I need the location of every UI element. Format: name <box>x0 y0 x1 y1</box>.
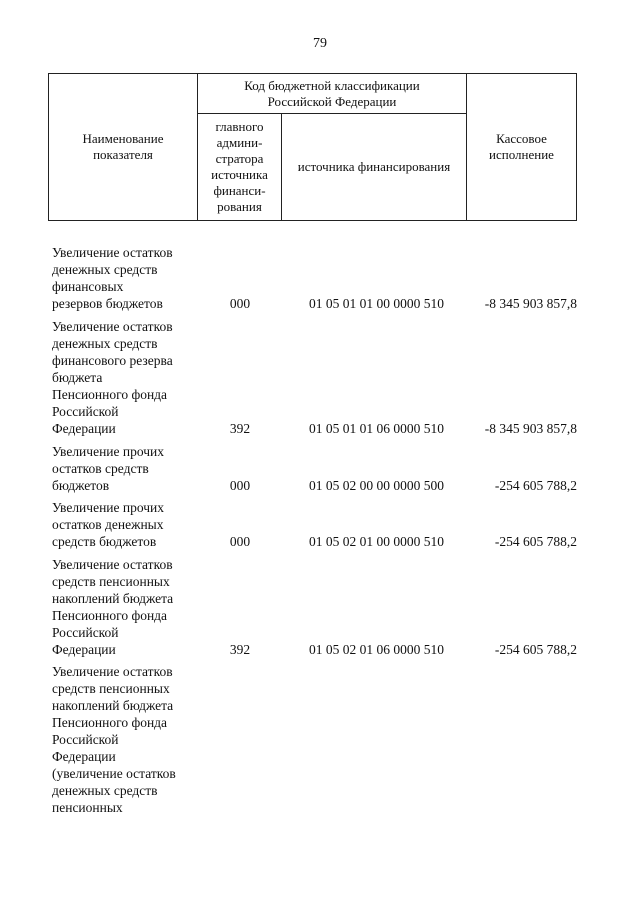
row-name-line: Российской <box>52 404 119 419</box>
row-amount: -254 605 788,2 <box>494 478 577 493</box>
row-name-line: Российской <box>52 625 119 640</box>
row-name-line: финансового резерва <box>52 353 173 368</box>
row-name-line: Увеличение остатков <box>52 664 173 679</box>
row-source-code: 01 05 01 01 06 0000 510 <box>309 421 444 436</box>
header-source-column <box>282 114 466 220</box>
header-text-line: главного <box>215 119 264 134</box>
row-admin-code: 000 <box>229 478 251 493</box>
row-name-line: (увеличение остатков <box>52 766 176 781</box>
row-source-code: 01 05 01 01 00 0000 510 <box>309 296 444 311</box>
row-name <box>52 443 202 494</box>
row-name-line: Увеличение остатков <box>52 557 173 572</box>
row-name-line: денежных средств <box>52 783 158 798</box>
row-source-code: 01 05 02 01 06 0000 510 <box>309 642 444 657</box>
header-text-line: источника <box>211 167 268 182</box>
row-name-line: средств пенсионных <box>52 681 170 696</box>
row-name-line: денежных средств <box>52 262 158 277</box>
header-text-line: Кассовое <box>496 131 547 146</box>
row-name-line: Пенсионного фонда <box>52 608 168 623</box>
header-text-line: Код бюджетной классификации <box>244 77 420 93</box>
row-name-line: Увеличение остатков <box>52 319 173 334</box>
header-text-line: стратора <box>215 151 264 166</box>
header-amount-column <box>467 74 576 220</box>
header-text-line: финанси- <box>213 183 266 198</box>
header-text-line: админи- <box>216 135 263 150</box>
row-name-line: остатков денежных <box>52 517 164 532</box>
row-name-line: Федерации <box>52 421 116 436</box>
row-name-line: средств пенсионных <box>52 574 170 589</box>
row-name-line: Федерации <box>52 642 116 657</box>
header-text-line: показателя <box>93 147 153 162</box>
row-admin-code: 000 <box>229 534 251 549</box>
header-text-line: исполнение <box>489 147 554 162</box>
row-name-line: Федерации <box>52 749 116 764</box>
row-name <box>52 244 202 312</box>
header-name-column <box>49 74 197 220</box>
page-number: 79 <box>313 36 327 51</box>
row-name-line: остатков средств <box>52 461 149 476</box>
row-admin-code: 392 <box>229 642 251 657</box>
row-name-line: резервов бюджетов <box>52 296 163 311</box>
row-name <box>52 663 202 816</box>
table-header <box>48 73 577 221</box>
header-code-group <box>198 74 466 113</box>
row-amount: -254 605 788,2 <box>494 534 577 549</box>
row-name-line: накоплений бюджета <box>52 698 174 713</box>
row-name-line: бюджета <box>52 370 103 385</box>
row-amount: -8 345 903 857,8 <box>484 421 577 436</box>
row-name-line: Российской <box>52 732 119 747</box>
header-text-line: рования <box>217 199 262 214</box>
header-text-line: источника финансирования <box>297 159 451 174</box>
row-amount: -8 345 903 857,8 <box>484 296 577 311</box>
row-name-line: финансовых <box>52 279 124 294</box>
row-name-line: Пенсионного фонда <box>52 387 168 402</box>
row-name-line: Пенсионного фонда <box>52 715 168 730</box>
row-name <box>52 499 202 550</box>
row-source-code: 01 05 02 01 00 0000 510 <box>309 534 444 549</box>
row-source-code: 01 05 02 00 00 0000 500 <box>309 478 444 493</box>
row-name-line: денежных средств <box>52 336 158 351</box>
row-amount: -254 605 788,2 <box>494 642 577 657</box>
row-admin-code: 392 <box>229 421 251 436</box>
row-name <box>52 556 202 658</box>
row-name-line: пенсионных <box>52 800 123 815</box>
row-name-line: средств бюджетов <box>52 534 157 549</box>
row-name-line: накоплений бюджета <box>52 591 174 606</box>
header-text-line: Российской Федерации <box>267 93 397 109</box>
row-name-line: Увеличение остатков <box>52 245 173 260</box>
header-admin-column <box>198 114 281 220</box>
header-text-line: Наименование <box>82 131 164 146</box>
row-name <box>52 318 202 437</box>
row-name-line: бюджетов <box>52 478 110 493</box>
row-name-line: Увеличение прочих <box>52 444 165 459</box>
row-name-line: Увеличение прочих <box>52 500 165 515</box>
row-admin-code: 000 <box>229 296 251 311</box>
